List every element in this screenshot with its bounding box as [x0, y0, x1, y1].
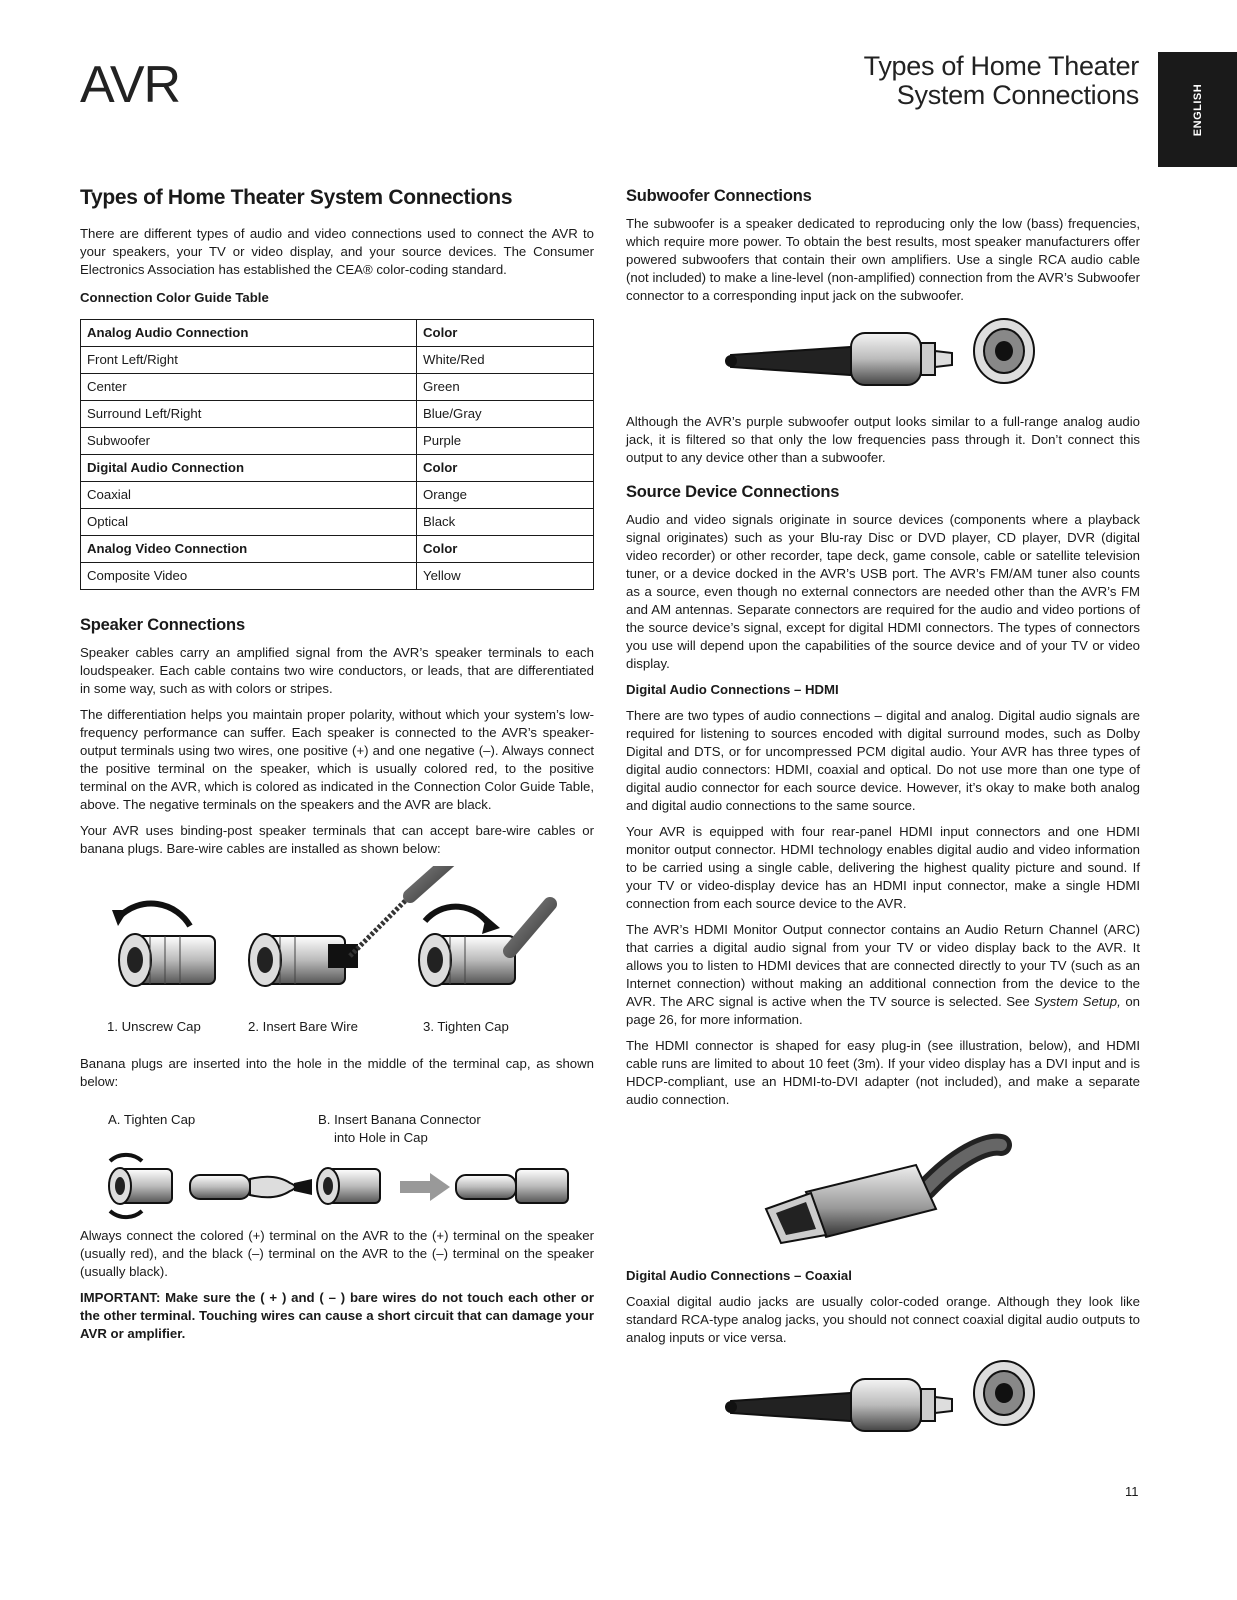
speaker-paragraph-2: The differentiation helps you maintain proper polarity, without which your system’s low-frequency performance can suffer. Each speaker is connected to the AVR’s speaker-output terminals using two wires, one positive (+) and one negative (–). Always connect the positive terminal on the speaker, which is usually colored red, to the positive terminal on the AVR, which is colored as indicated in the Connection Color Guide Table, above. The negative terminals on the speakers and the AVR are black.: [80, 707, 594, 812]
banana-paragraph: Banana plugs are inserted into the hole in the middle of the terminal cap, as shown below:: [80, 1056, 594, 1089]
step-3-caption: 3. Tighten Cap: [423, 1019, 509, 1034]
arrow-right-icon: [400, 1173, 450, 1201]
table-row: [81, 482, 594, 509]
binding-post-3-icon: [419, 904, 550, 986]
coaxial-paragraph: Coaxial digital audio jacks are usually color-coded orange. Although they look like standard RCA-type analog jacks, you should not connect coaxial digital audio outputs to analog inputs or vice versa.: [626, 1294, 1140, 1345]
hdmi-paragraph-4: The HDMI connector is shaped for easy plug-in (see illustration, below), and HDMI cable runs are limited to about 10 feet (3m). If your video display has a DVI input and is HDCP-compliant, use an HDMI-to-DVI adapter (not included), and make a separate audio connection.: [626, 1038, 1140, 1107]
color-cell: Orange: [417, 482, 594, 509]
right-column: [626, 185, 1140, 1447]
binding-post-a-icon: [109, 1155, 172, 1217]
banana-plug-illustration: [80, 1147, 594, 1227]
page-number: 11: [1125, 1484, 1139, 1499]
connection-cell: Composite Video: [81, 563, 417, 590]
color-guide-table: [80, 319, 594, 590]
speaker-heading: Speaker Connections: [80, 616, 245, 634]
color-cell: Color: [417, 536, 594, 563]
hdmi-paragraph-3-text-b: on page 26, for more information.: [626, 994, 1140, 1027]
important-paragraph: IMPORTANT: Make sure the ( + ) and ( – ) bare wires do not touch each other or the other terminal. Touching wires can cause a short circuit that can damage your AVR or amplifier.: [80, 1290, 594, 1341]
step-a-caption: A. Tighten Cap: [108, 1112, 196, 1127]
rca-plug-icon: [725, 333, 952, 385]
coaxial-heading: Digital Audio Connections – Coaxial: [626, 1268, 852, 1283]
left-column: [80, 185, 594, 1351]
step-2-caption: 2. Insert Bare Wire: [248, 1019, 358, 1034]
hdmi-paragraph-3: [626, 921, 1140, 1029]
page-title: [864, 52, 1139, 110]
page-title-line1: Types of Home Theater: [863, 51, 1139, 81]
hdmi-paragraph-3-text-a: The AVR’s HDMI Monitor Output connector contains an Audio Return Channel (ARC) that carries a digital audio signal from your TV or video display back to the AVR. It allows you to listen to HDMI devices that are connected directly to your TV (such as an Internet connection) without making an additional connection from the device to the AVR. The ARC signal is active when the TV source is selected. See: [626, 922, 1140, 1009]
coaxial-plug-icon: [725, 1379, 952, 1431]
connection-cell: Front Left/Right: [81, 347, 417, 374]
binding-post-b-icon: [294, 1168, 380, 1204]
table-header-row: [81, 455, 594, 482]
table-row: [81, 509, 594, 536]
speaker-paragraph-3: Your AVR uses binding-post speaker terminals that can accept bare-wire cables or banana plugs. Bare-wire cables are installed as shown below:: [80, 823, 594, 856]
step-b-caption-line1: B. Insert Banana Connector: [318, 1112, 481, 1127]
color-cell: Purple: [417, 428, 594, 455]
connection-cell: Coaxial: [81, 482, 417, 509]
banana-connector-icon: [190, 1175, 295, 1199]
binding-post-1-icon: [112, 904, 215, 986]
color-cell: White/Red: [417, 347, 594, 374]
rca-cable-illustration: [626, 313, 1140, 413]
system-setup-reference: System Setup,: [1034, 994, 1121, 1009]
table-row: [81, 428, 594, 455]
binding-post-illustration: [80, 866, 594, 1016]
connection-cell: Center: [81, 374, 417, 401]
section-heading: Types of Home Theater System Connections: [80, 186, 513, 209]
banana-plug-figure: [80, 1099, 594, 1227]
speaker-paragraph-1: Speaker cables carry an amplified signal from the AVR’s speaker terminals to each loudspeaker. Each cable contains two wire conductors, or leads, that are differentiated in some way, such as with colors or stripes.: [80, 645, 594, 696]
bare-wire-figure: [80, 866, 594, 1041]
connection-cell: Subwoofer: [81, 428, 417, 455]
table-header-row: [81, 320, 594, 347]
hdmi-paragraph-2: Your AVR is equipped with four rear-panel HDMI input connectors and one HDMI monitor output connector. HDMI technology enables digital audio and video information to be carried using a single cable, delivering the highest quality picture and sound. If your TV or video-display device has an HDMI input connector, make a single HDMI connection from each source device to the AVR.: [626, 824, 1140, 911]
color-cell: Color: [417, 320, 594, 347]
color-cell: Green: [417, 374, 594, 401]
source-paragraph: Audio and video signals originate in source devices (components where a playback signal originates) such as your Blu-ray Disc or DVD player, CD player, DVR (digital video recorder) or other recorder, tape deck, game console, cable or satellite television tuner, or a device docked in the AVR’s USB port. The AVR’s FM/AM tuner also counts as a source, even though no external connectors are needed other than the AVR’s FM and AM antennas. Separate connectors are required for the audio and video portions of the source device’s signal, except for digital HDMI connectors. The types of connectors you use will depend upon the capabilities of the source device and of your TV or video display.: [626, 512, 1140, 671]
language-tab-label: ENGLISH: [1191, 83, 1204, 136]
subwoofer-paragraph-2: Although the AVR’s purple subwoofer output looks similar to a full-range analog audio jack, it is filtered so that only the low frequencies pass through it. Don’t connect this output to any device other than a subwoofer.: [626, 414, 1140, 465]
banana-inserted-icon: [456, 1169, 568, 1203]
connection-cell: Surround Left/Right: [81, 401, 417, 428]
logo: AVR: [80, 56, 181, 114]
coaxial-cable-illustration: [626, 1357, 1140, 1447]
polarity-paragraph: Always connect the colored (+) terminal on the AVR to the (+) terminal on the speaker (usually red), and the black (–) terminal on the AVR to the (–) terminal on the speaker (usually black).: [80, 1228, 594, 1279]
table-row: [81, 347, 594, 374]
coaxial-jack-icon: [974, 1361, 1034, 1425]
rca-jack-icon: [974, 319, 1034, 383]
connection-cell: Digital Audio Connection: [81, 455, 417, 482]
hdmi-heading: Digital Audio Connections – HDMI: [626, 682, 839, 697]
table-row: [81, 374, 594, 401]
color-cell: Black: [417, 509, 594, 536]
step-b-caption-line2: into Hole in Cap: [334, 1130, 428, 1145]
language-tab: [1158, 52, 1237, 167]
hdmi-paragraph-1: There are two types of audio connections – digital and analog. Digital audio signals are required for listening to sources encoded with digital surround modes, such as Dolby Digital and DTS, or for uncompressed PCM digital audio. Your AVR has three types of digital audio connectors: HDMI, coaxial and optical. Do not use more than one type of digital audio connector for each source device. However, it’s okay to make both analog and digital audio connections to the same source.: [626, 708, 1140, 813]
source-heading: Source Device Connections: [626, 483, 840, 501]
table-row: [81, 401, 594, 428]
connection-cell: Analog Video Connection: [81, 536, 417, 563]
color-cell: Yellow: [417, 563, 594, 590]
intro-paragraph: There are different types of audio and video connections used to connect the AVR to your speakers, your TV or video display, and your source devices. The Consumer Electronics Association has established the CEA® color-coding standard.: [80, 226, 594, 277]
connection-cell: Optical: [81, 509, 417, 536]
hdmi-connector-icon: [766, 1145, 1001, 1243]
connection-cell: Analog Audio Connection: [81, 320, 417, 347]
hdmi-cable-illustration: [626, 1117, 1140, 1257]
step-1-caption: 1. Unscrew Cap: [107, 1019, 201, 1034]
table-row: [81, 563, 594, 590]
page-title-line2: System Connections: [896, 80, 1139, 110]
table-header-row: [81, 536, 594, 563]
subwoofer-paragraph-1: The subwoofer is a speaker dedicated to reproducing only the low (bass) frequencies, which require more power. To obtain the best results, most speaker manufacturers offer powered subwoofers that contain their own amplifiers. Use a single RCA audio cable (not included) to make a line-level (non-amplified) connection from the AVR’s Subwoofer connector to a corresponding input jack on the subwoofer.: [626, 216, 1140, 303]
color-cell: Color: [417, 455, 594, 482]
table-title: Connection Color Guide Table: [80, 290, 269, 305]
subwoofer-heading: Subwoofer Connections: [626, 187, 812, 205]
color-cell: Blue/Gray: [417, 401, 594, 428]
